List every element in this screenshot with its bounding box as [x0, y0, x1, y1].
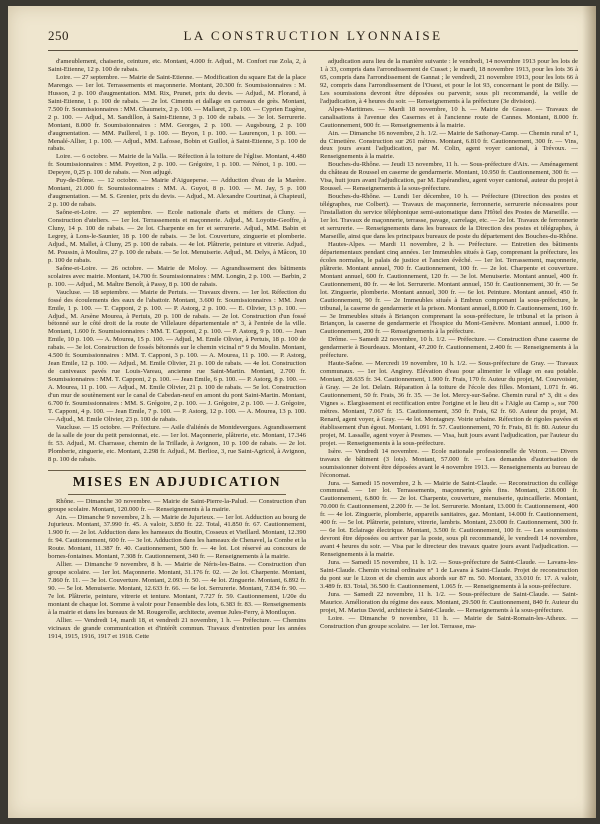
section-heading: MISES EN ADJUDICATION	[48, 470, 306, 490]
notice-paragraph: Bouches-du-Rhône. — Jeudi 13 novembre, 11 h. — Sous-préfecture d'Aix. — Aménagement du château de Roussel en caserne de gendarmerie. Montant, 10.950 fr. Cautionnement, 300 fr. — Visa, huit jours avant l'adjudication, par M. Espérandieu, agent voyer cantonal, auteur du projet à Roussel. — Renseignements à la sous-préfecture.	[320, 161, 578, 193]
notice-paragraph: Bouches-du-Rhône. — Lundi 1er décembre, 10 h. — Préfecture (Direction des postes et télégraphes, rue Colbert). — Travaux de maçonnerie, ferronnerie, serrurerie nécessaires pour l'installation du service téléphonique semi-automatique dans l'Hôtel des Postes de Marseille. — 1er lot. Travaux de maçonnerie, terrasse, pavage, carrelage, etc. — 2e lot. Travaux de ferronnerie et serrurerie. — Renseignements dans les bureaux de la Direction des postes et télégraphes, à Marseille, ainsi que dans les principaux bureaux de poste du département des Bouches-du-Rhône.	[320, 193, 578, 240]
page-number: 250	[48, 28, 69, 43]
notice-paragraph: Loire. — 6 octobre. — Mairie de la Valla. — Réfection à la toiture de l'église. Montant, 4.480 fr. Soumissionnaires : MM. Poyetton, 2 p. 100. — Grégoire, 1 p. 100. — Nénot, 1 p. 100. — Depeyre, 0,25 p. 100 de rabais. — Non adjugé.	[48, 153, 306, 177]
notice-paragraph: Hautes-Alpes. — Mardi 11 novembre, 2 h. — Préfecture. — Entretien des bâtiments départementaux pendant cinq années. 1er Immeubles situés à Gap, comprenant la préfecture, les écoles normales, le palais de justice et l'ancien évêché. — 1er lot. Terrassement, maçonnerie, plâtrerie. Montant annuel, 700 fr. Cautionnement, 100 fr. — 2e lot. Charpente et couverture. Montant annuel, 600 fr. Cautionnement, 120 fr. — 3e lot. Menuiserie. Montant annuel, 400 fr. Cautionnement, 80 fr. — 4e lot. Serrurerie. Montant annuel, 150 fr. Cautionnement, 30 fr. — 5e lot. Zinguerie, plomberie. Montant annuel, 300 fr. — 6e lot. Peinture. Montant annuel, 450 fr. Cautionnement, 90 fr. — 2e Immeubles situés à Embrun comprenant la sous-préfecture, le tribunal, la caserne de gendarmerie et la prison. Montant annuel, 8.000 fr. Cautionnement, 160 fr. — 3e Immeubles situés à Briançon comprenant la sous-préfecture, le tribunal et la prison à Briançon, la caserne de gendarmerie et l'hospice du Mont-Genèvre. Montant annuel, 1.000 fr. Cautionnement, 200 fr. — Renseignements à la préfecture.	[320, 240, 578, 336]
notice-paragraph: Vaucluse. — 15 octobre. — Préfecture. — Asile d'aliénés de Montdevergues. Agrandissement de la salle de jour du petit pensionnat, etc. — 1er lot. Maçonnerie, plâtrerie, etc. Montant, 17.346 fr. 53. Adjud., M. Charrasse, chemin de la Trillade, à Avignon, 10 p. 100 de rabais. — 2e lot. Plomberie, zinguerie, etc. Montant, 2.298 fr. Adjud., M. Berlioz, 3, rue Saint-Agricol, à Avignon, 8 p. 100 de rabais.	[48, 423, 306, 463]
running-title: LA CONSTRUCTION LYONNAISE	[183, 28, 443, 43]
results-list	[48, 58, 306, 464]
notice-paragraph: Haute-Saône. — Mercredi 19 novembre, 10 h. 1/2. — Sous-préfecture de Gray. — Travaux communaux. — 1er lot. Angirey. Elévation d'eau pour alimenter le village en eau potable. Montant, 28.635 fr. 34. Cautionnement, 1.900 fr. Frais, 170 fr. Auteur du projet, M. Courvoisier, à Gray. — 2e lot. Delain. Réparation à la toiture de l'école des filles. Montant, 1.071 fr. 46. Cautionnement, 50 fr. Frais, 36 fr. 35. — 3e lot. Mercy-sur-Saône. Chemin rural n° 3, dit « des Vignes ». Elargissement et rectification entre l'origine et le lieu dit « l'Aigle au Camp », sur 700 mètres. Montant, 7.067 fr. 15. Cautionnement, 350 fr. Frais, 62 fr. 60. Auteur du projet, M. Renard, agent voyer, à Gray. — 4e lot. Montagney. Voirie urbaine. Réfection de rigoles pavées et établissement d'un égout. Montant, 1.091 fr. 57. Cautionnement, 70 fr. Frais, 81 fr. 80. Auteur du projet, M. Lassalle, agent voyer à Pesmes. — Visa, huit jours avant l'adjudication, par l'auteur du projet. — Renseignements à la sous-préfecture.	[320, 360, 578, 447]
notice-paragraph: adjudication aura lieu de la manière suivante : le vendredi, 14 novembre 1913 pour les lots de 1 à 33, compris dans l'arrondissement de Cusset ; le mardi, 18 novembre 1913, pour les lots 36 à 65, compris dans l'arrondissement de Gannat ; le vendredi, 21 novembre 1913, pour les lots 66 à 92, compris dans l'arrondissement de l'Ouest, et pour le lot 93, concernant le pont de Billy. — Les soumissions devront être déposées ou parvenir, sous pli recommandé, la veille de l'adjudication, à 4 heures du soir. — Renseignements à la préfecture (3e division).	[320, 58, 578, 105]
notice-paragraph: Alpes-Maritimes. — Mardi 18 novembre, 10 h. — Mairie de Grasse. — Travaux de canalisations à l'avenue des Casernes et à l'ancienne route de Cannes. Montant, 8.000 fr. Cautionnement, 900 fr. — Renseignements à la mairie.	[320, 105, 578, 129]
notice-paragraph: Jura. — Samedi 15 novembre, 11 h. 1/2. — Sous-préfecture de Saint-Claude. — Lavans-les-Saint-Claude. Chemin vicinal ordinaire n° 1 de Lavans à Saint-Claude. Projet de reconstruction du pont sur le Lizon et de chemin aux abords sur 87 m. 50. Montant, 33.010 fr. 17. A valoir, 3.489 fr. 83. Total, 36.500 fr. Cautionnement, 1.065 fr. — Renseignements à la sous-préfecture.	[320, 559, 578, 590]
left-column	[48, 58, 306, 798]
notice-paragraph: Loire. — Dimanche 9 novembre, 11 h. — Mairie de Saint-Romain-les-Atheux. — Construction d'un groupe scolaire. — 1er lot. Terrasse, ma-	[320, 614, 578, 630]
right-column	[320, 58, 578, 798]
notice-paragraph: d'ameublement, chaiserie, ceinture, etc. Montant, 4.000 fr. Adjud., M. Confort rue Zola, 2, à Saint-Etienne, 12 p. 100 de rabais.	[48, 58, 306, 73]
notice-paragraph: Vaucluse. — 18 septembre. — Mairie de Pertuis. — Travaux divers. — 1er lot. Réfection du fossé des écoulements des eaux de l'abattoir. Montant, 3.600 fr. Soumissionnaires : MM. Jean Emile, 1 p. 100. — T. Capponi, 2 p. 100. — P. Astorg, 2 p. 100. — E. Olivier, 13 p. 100. — Adjud., M. Arsène Mourea, à Pertuis, 20 p. 100 de rabais. — 2e lot. Construction d'un fossé bétonné sur le côté droit de la route de Villelaure départementale n° 3, à l'entrée de la ville. Montant, 1.600 fr. Soumissionnaires : MM. T. Capponi, 2 p. 100. — P. Astorg, 9 p. 100. — Jean Emile, 10 p. 100. — A. Mourea, 15 p. 100. — Adjud., M. Emile Olivier, à Pertuis, 18 p. 100 de rabais. — 3e lot. Construction de fossés bétonnés sur le chemin vicinal n° 9 du Moulin. Montant, 4.500 fr. Soumissionnaires : MM. T. Capponi, 3 p. 100. — A. Mourea, 11 p. 100. — P. Astorg, Jean Emile, 12 p. 100. — Adjud., M. Emile Olivier, 21 p. 100 de rabais. — 4e lot. Construction de caniveaux pavés rue Louis-Vareau, ancienne rue Saint-Martin. Montant, 2.700 fr. Soumissionnaires : MM. T. Capponi, 2 p. 100. — Jean Emile, 6 p. 100. — P. Astorg, 8 p. 100. — A. Mourea, 11 p. 100. — Adjud., M. Emile Olivier, 21 p. 100 de rabais. — 5e lot. Construction d'un mur de soutènement sur le canal de Cabedan-neuf en amont du pont Saint-Martin. Montant, 6.700 fr. Soumissionnaires : MM. S. Grégoire, 2 p. 100. — J. Grégoire, 2 p. 100. — J. Grégoire, T. Capponi, 4 p. 100. — Jean Emile, 7 p. 100. — P. Astorg, 12 p. 100. — A. Mourea, 13 p. 100. — Adjud., M. Emile Olivier, 23 p. 100 de rabais.	[48, 288, 306, 423]
tender-list-start	[48, 498, 306, 641]
notice-paragraph: Jura. — Samedi 15 novembre, 2 h. — Mairie de Saint-Claude. — Reconstruction du collège communal. — 1er lot. Terrassements, maçonnerie, grès fins. Montant, 218.000 fr. Cautionnement, 6.800 fr. — 2e lot. Charpente, couverture, menuiserie, quincaillerie. Montant, 70.000 fr. Cautionnement, 2.200 fr. — 3e lot. Serrurerie. Montant, 13.000 fr. Cautionnement, 400 fr. — 4e lot. Zinguerie, plomberie, appareils sanitaires, gaz. Montant, 14.000 fr. Cautionnement, 400 fr. — 5e lot. Plâtrerie, peinture, vitrerie, lambris. Montant, 23.000 fr. Cautionnement, 300 fr. — 6e lot. Eclairage électrique. Montant, 3.500 fr. Cautionnement, 100 fr. — Les soumissions devront être déposées ou arriver par la poste, sous pli recommandé, le vendredi 14 novembre, avant 4 heures du soir. — Visa par le directeur des travaux quatre jours avant l'adjudication. — Renseignements à la mairie.	[320, 479, 578, 559]
notice-paragraph: Puy-de-Dôme. — 12 octobre. — Mairie d'Aigueperse. — Adduction d'eau de la Marère. Montant, 21.000 fr. Soumissionnaires : MM. A. Guyot, 8 p. 100. — M. Jay, 5 p. 100 d'augmentation. — M. S. Grenier, prix du devis. — Adjud., M. Alexandre Courtinat, à Chapteuil, 2 p. 100 de rabais.	[48, 177, 306, 209]
notice-paragraph: Rhône. — Dimanche 30 novembre. — Mairie de Saint-Pierre-la-Palud. — Construction d'un groupe scolaire. Montant, 120.000 fr. — Renseignements à la mairie.	[48, 497, 306, 513]
notice-paragraph: Allier. — Dimanche 9 novembre, 8 h. — Mairie de Néris-les-Bains. — Construction d'un groupe scolaire. — 1er lot. Maçonnerie. Montant, 31.176 fr. 02. — 2e lot. Charpente. Montant, 7.860 fr. 11. — 3e lot. Couverture. Montant, 2.093 fr. 50. — 4e lot. Zinguerie. Montant, 6.892 fr. 90. — 5e lot. Menuiserie. Montant, 12.633 fr. 66. — 6e lot. Serrurerie. Montant, 7.834 fr. 90. — 7e lot. Plâtrerie, peinture, vitrerie et tenture. Montant, 7.727 fr. 59. Cautionnement, 1/20e du montant de chaque lot. Somme à valoir pour l'ensemble des lots, 6.383 fr. 83. — Renseignements à la mairie et dans les bureaux de M. Rougerolle, architecte, avenue Jules-Ferry, à Montluçon.	[48, 561, 306, 616]
page-header	[48, 28, 578, 51]
notice-paragraph: Drôme. — Samedi 22 novembre, 10 h. 1/2. — Préfecture. — Construction d'une caserne de gendarmerie à Bourdeaux. Montant, 47.200 fr. Cautionnement, 2.400 fr. — Renseignements à la préfecture.	[320, 336, 578, 360]
notice-paragraph: Ain. — Dimanche 9 novembre, 2 h. — Mairie de Jujurieux. — 1er lot. Adduction au bourg de Jujurieux. Montant, 37.990 fr. 45. A valoir, 3.850 fr. 22. Total, 41.850 fr. 67. Cautionnement, 1.900 fr. — 2e lot. Adduction dans les hameaux du Boutin, Cosseux et Vieillard. Montant, 12.390 fr. 94. Cautionnement, 600 fr. — 3e lot. Adduction dans les hameaux de Chenavel, la Combe et la Route. Montant, 11.387 fr. 40. Cautionnement, 500 fr. — 4e lot. Lot réservé au concours de bornes-fontaines. Montant, 7.308 fr. Cautionnement, 340 fr. — Renseignements à la mairie.	[48, 513, 306, 561]
notice-paragraph: Saône-et-Loire. — 26 octobre. — Mairie de Moloy. — Agrandissement des bâtiments scolaires avec mairie. Montant, 14.700 fr. Soumissionnaires : MM. Longin, 2 p. 100. — Barbin, 2 p. 100. — Adjud., M. Maître Benoît, à Passy, 8 p. 100 de rabais.	[48, 264, 306, 288]
notice-paragraph: Loire. — 27 septembre. — Mairie de Saint-Etienne. — Modification du square Est de la place Marengo. — 1er lot. Terrassements et maçonnerie. Montant, 20.300 fr. Soumissionnaires : M. Husson, 2 p. 100 d'augmentation. MM. Rix, Prunet, prix du devis. — Adjud., M. Florand, à Saint-Etienne, 1 p. 100 de rabais. — 2e lot. Ciments et dallage en carreaux de grès. Montant, 7.500 fr. Soumissionnaires : MM. Chaumeix, 2 p. 100. — Mallaret, 2 p. 100. — Cyprien Eugène, 2 p. 100. — Adjud., M. Sandillon, à Saint-Etienne, 3 p. 100 de rabais. — 3e lot. Serrurerie. Montant, 8.000 fr. Soumissionnaires : MM. Georges, 2 p. 100. — Augsbourg, 2 p. 100 d'augmentation. — MM. Paillerel, 1 p. 100. — Bryon, 1 p. 100. — Laurençon, 1 p. 100. — Menalé-Allier, 1 p. 100. — Adjud., MM. Lafosse, Bobin et Guillot, à Saint-Etienne, 3 p. 100 de rabais.	[48, 73, 306, 153]
notice-paragraph: Ain. — Dimanche 16 novembre, 2 h. 1/2. — Mairie de Sathonay-Camp. — Chemin rural n° 1, du Cimetière. Construction sur 261 mètres. Montant, 6.810 fr. Cautionnement, 300 fr. — Vins, deux jours avant l'adjudication, par M. Colin, agent voyer cantonal, à Trévoux. — Renseignements à la mairie.	[320, 129, 578, 161]
notice-paragraph: Isère. — Vendredi 14 novembre. — Ecole nationale professionnelle de Voiron. — Divers travaux de bâtiment (3 lots). Montant, 57.000 fr. — Les demandes d'autorisation de soumissionner doivent être déposées avant le 4 novembre 1913. — Renseignements au bureau de l'économat.	[320, 447, 578, 479]
notice-paragraph: Saône-et-Loire. — 27 septembre. — Ecole nationale d'arts et métiers de Cluny. — Construction d'ateliers. — 1er lot. Terrassements et maçonnerie. Adjud., M. Loyotte-Geoffre, à Cluny, 14 p. 100 de rabais. — 2e lot. Charpente en fer et serrurerie. Adjud., MM. Babin et Legrey, à Lons-le-Saunier, 18 p. 100 de rabais. — 3e lot. Couverture, zinguerie et plomberie. Adjud., M. Mallet, à Cluny, 25 p. 100 de rabais. — 4e lot. Plâtrerie, peinture et vitrerie. Adjud., M. Poussin, à Moulins, 27 p. 100 de rabais. — 5e lot. Menuiserie. Adjud., M. Delys, à Mâcon, 10 p. 100 de rabais.	[48, 209, 306, 264]
notice-paragraph: Jura. — Samedi 22 novembre, 11 h. 1/2. — Sous-préfecture de Saint-Claude. — Saint-Maurice. Amélioration du régime des eaux. Montant, 29.500 fr. Cautionnement, 840 fr. Auteur du projet, M. Marius David, architecte à Saint-Claude. — Renseignements à la sous-préfecture.	[320, 590, 578, 614]
notice-paragraph: Allier. — Vendredi 14, mardi 18, et vendredi 21 novembre, 1 h. — Préfecture. — Chemins vicinaux de grande communication et d'intérêt commun. Travaux d'entretien pour les années 1914, 1915, 1916, 1917 et 1918. Cette	[48, 616, 306, 640]
tender-list-continued	[320, 58, 578, 631]
page-spine-shadow	[582, 6, 596, 818]
journal-page	[8, 6, 596, 818]
heading-rule	[68, 494, 286, 495]
